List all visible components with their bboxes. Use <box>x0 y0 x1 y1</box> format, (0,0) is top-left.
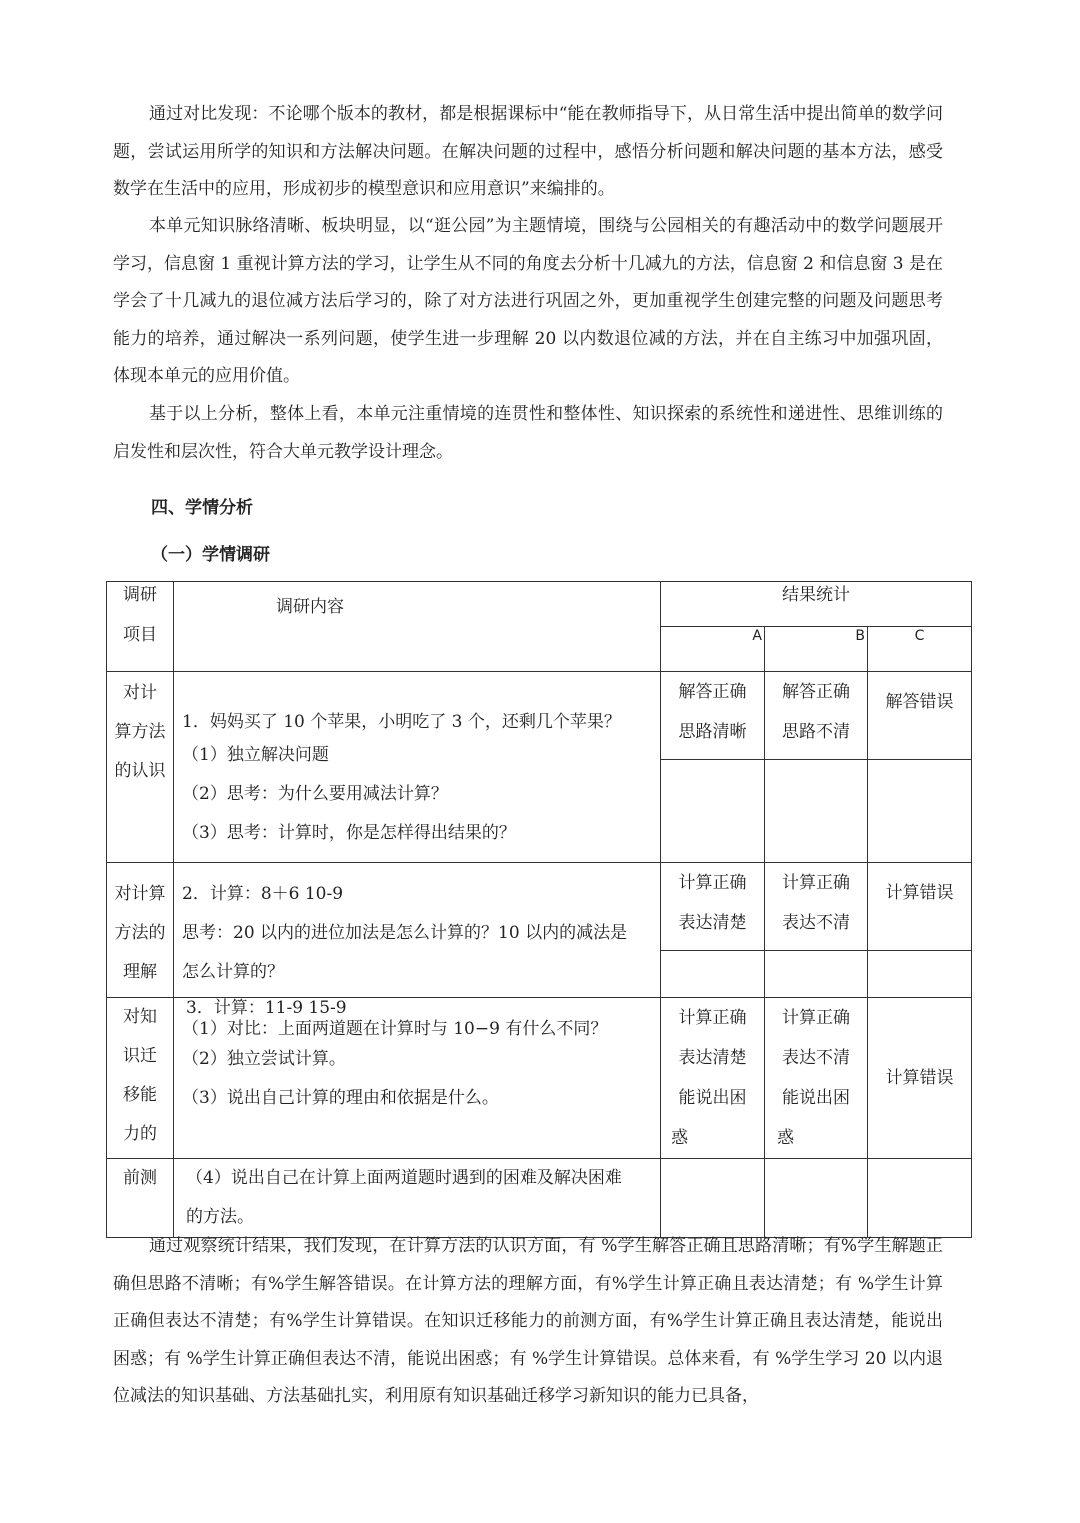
row1-a-line: 思路清晰 <box>678 722 747 742</box>
row1-sub3: （3）思考：计算时，你是怎样得出结果的？ <box>182 823 516 843</box>
survey-table <box>106 581 972 1238</box>
row2-b-line: 计算正确 <box>782 873 850 893</box>
row3-a-cell <box>661 998 765 1159</box>
row3-sub3: （3）说出自己计算的理由和依据是什么。 <box>182 1088 499 1108</box>
row4-item: 前测 <box>123 1168 157 1188</box>
row2-think-line2: 怎么计算的？ <box>182 962 284 982</box>
row3-question: 3．计算：11-9 15-9 <box>186 998 347 1018</box>
row1-b-line: 解答正确 <box>782 682 850 702</box>
header-b-cell <box>765 627 868 672</box>
row2-item-line: 方法的 <box>114 923 166 943</box>
row2-c-cell <box>868 863 972 951</box>
row3-content-cell <box>174 998 661 1159</box>
paragraph-unit-structure: 本单元知识脉络清晰、板块明显，以“逛公园”为主题情境，围绕与公园相关的有趣活动中的数学问题展开学习，信息窗 1 重视计算方法的学习，让学生从不同的角度去分析十几减九的方法，信息窗 2 和信息窗 3 是在学会了十几减九的退位减方法后学习的，除了对方法进行巩固之外，更加重视学生创建完整的问题及问题思考能力的培养，通过解决一系列问题，使学生进一步理解 20 以内数退位减的方法，并在自主练习中加强巩固，体现本单元的应用价值。 <box>113 216 943 386</box>
row4-line1: （4）说出自己在计算上面两道题时遇到的困难及解决困难 <box>186 1168 622 1188</box>
row1-c-cell <box>868 672 972 760</box>
row2-b-line: 表达不清 <box>782 913 850 933</box>
row3-item-line: 识迁 <box>123 1046 157 1066</box>
row4-line2: 的方法。 <box>186 1207 254 1227</box>
row3-c-cell <box>868 998 972 1159</box>
row1-a-cell <box>661 672 765 760</box>
table-header-row <box>107 582 972 627</box>
row1-question: 1．妈妈买了 10 个苹果，小明吃了 3 个，还剩几个苹果？ <box>182 712 621 732</box>
subsection-heading-survey: （一）学情调研 <box>151 545 270 565</box>
row3-b-line: 计算正确 <box>782 1008 850 1028</box>
row4-content-cell <box>174 1159 661 1238</box>
row2-item-cell <box>107 863 174 998</box>
row1-a-blank <box>661 760 765 863</box>
row2-think-line1: 思考：20 以内的进位加法是怎么计算的？10 以内的减法是 <box>182 923 628 943</box>
header-stats-cell <box>661 582 972 627</box>
row4-item-cell <box>107 1159 174 1238</box>
header-b: B <box>855 628 865 644</box>
row1-item-cell <box>107 672 174 863</box>
row3-b-line: 惑 <box>777 1128 794 1148</box>
header-item-line1: 调研 <box>123 585 157 605</box>
table-row <box>107 1159 972 1238</box>
row1-c: 解答错误 <box>885 692 954 712</box>
row1-sub2: （2）思考：为什么要用减法计算？ <box>182 784 448 804</box>
header-content-cell <box>174 582 661 672</box>
row2-question: 2．计算：8＋6 10-9 <box>182 884 344 904</box>
row3-b-line: 表达不清 <box>782 1048 850 1068</box>
row3-item-line: 移能 <box>123 1085 157 1105</box>
row2-content-cell <box>174 863 661 998</box>
row4-a-blank <box>661 1159 765 1238</box>
row3-a-line: 惑 <box>671 1128 688 1148</box>
row3-b-cell <box>765 998 868 1159</box>
header-a: A <box>752 628 762 644</box>
row3-b-line: 能说出困 <box>782 1088 850 1108</box>
header-content: 调研内容 <box>276 597 344 617</box>
row2-a-cell <box>661 863 765 951</box>
row1-item-line: 对计 <box>123 683 157 703</box>
section-heading-student-analysis: 四、学情分析 <box>151 498 253 518</box>
row3-a-line: 表达清楚 <box>678 1048 747 1068</box>
row4-c-blank <box>868 1159 972 1238</box>
row3-a-line: 能说出困 <box>678 1088 747 1108</box>
row2-a-blank <box>661 951 765 998</box>
paragraph-summary: 基于以上分析，整体上看，本单元注重情境的连贯性和整体性、知识探索的系统性和递进性、思维训练的启发性和层次性，符合大单元教学设计理念。 <box>113 404 943 462</box>
row2-item-line: 理解 <box>123 962 157 982</box>
row3-item-line: 力的 <box>123 1124 157 1144</box>
row2-item-line: 对计算 <box>114 884 166 904</box>
header-item-cell <box>107 582 174 672</box>
row3-item-line: 对知 <box>123 1007 157 1027</box>
paragraph-survey-results: 通过观察统计结果，我们发现，在计算方法的认识方面，有 %学生解答正确且思路清晰；有%学生解题正确但思路不清晰；有%学生解答错误。在计算方法的理解方面，有%学生计算正确且表达清楚；有 %学生计算正确但表达不清楚；有%学生计算错误。在知识迁移能力的前测方面，有%学生计算正确且表达清楚，能说出困惑；有 %学生计算正确但表达不清，能说出困惑；有 %学生计算错误。总体来看，有 %学生学习 20 以内退位减法的知识基础、方法基础扎实，利用原有知识基础迁移学习新知识的能力已具备， <box>113 1236 943 1406</box>
table-row <box>107 998 972 1159</box>
header-a-cell <box>661 627 765 672</box>
row1-content-cell <box>174 672 661 863</box>
table-row <box>107 672 972 760</box>
row2-a-line: 表达清楚 <box>678 913 747 933</box>
row3-sub2: （2）独立尝试计算。 <box>182 1049 346 1069</box>
row1-b-blank <box>765 760 868 863</box>
table-row <box>107 863 972 951</box>
row2-b-blank <box>765 951 868 998</box>
row1-item-line: 算方法 <box>114 722 166 742</box>
header-c: C <box>914 628 925 644</box>
row2-b-cell <box>765 863 868 951</box>
row1-c-blank <box>868 760 972 863</box>
row1-item-line: 的认识 <box>114 761 166 781</box>
row3-item-cell <box>107 998 174 1159</box>
row1-a-line: 解答正确 <box>678 682 747 702</box>
header-stats: 结果统计 <box>782 585 850 605</box>
row2-c: 计算错误 <box>885 883 954 903</box>
header-c-cell <box>868 627 972 672</box>
header-item-line2: 项目 <box>123 625 157 645</box>
row4-b-blank <box>765 1159 868 1238</box>
paragraph-comparison: 通过对比发现：不论哪个版本的教材，都是根据课标中“能在教师指导下，从日常生活中提出简单的数学问题，尝试运用所学的知识和方法解决问题。在解决问题的过程中，感悟分析问题和解决问题的基本方法，感受数学在生活中的应用，形成初步的模型意识和应用意识”来编排的。 <box>113 104 943 199</box>
row1-b-cell <box>765 672 868 760</box>
row3-a-line: 计算正确 <box>678 1008 747 1028</box>
row1-b-line: 思路不清 <box>782 722 850 742</box>
row3-sub1: （1）对比：上面两道题在计算时与 10−9 有什么不同？ <box>182 1019 608 1039</box>
row2-c-blank <box>868 951 972 998</box>
row2-a-line: 计算正确 <box>678 873 747 893</box>
row1-sub1: （1）独立解决问题 <box>182 745 329 765</box>
row3-c: 计算错误 <box>885 1068 954 1088</box>
